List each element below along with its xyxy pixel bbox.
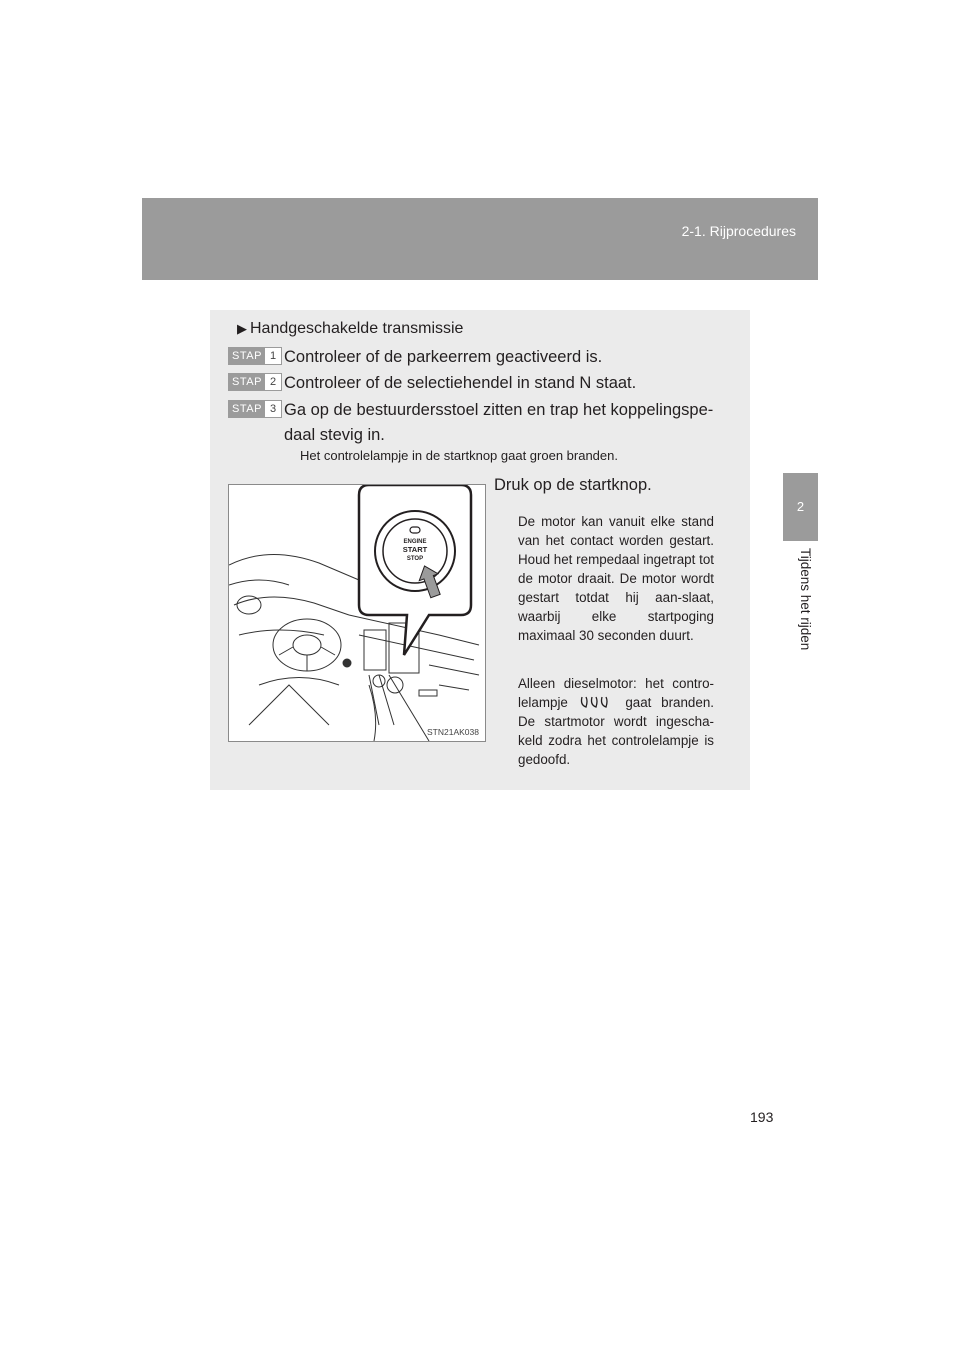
step-text: Ga op de bestuurdersstoel zitten en trap het koppelingspe- bbox=[284, 401, 714, 419]
figure-label: STN21AK038 bbox=[427, 727, 479, 737]
triangle-bullet-icon: ▶ bbox=[237, 321, 247, 336]
step-badge: STAP 2 bbox=[228, 373, 282, 391]
instruction-box bbox=[210, 310, 750, 790]
step-badge: STAP 1 bbox=[228, 347, 282, 365]
step-text-cont: daal stevig in. bbox=[284, 426, 385, 444]
step-4-text: Druk op de startknop. bbox=[494, 476, 652, 494]
step-3-note: Het controlelampje in de startknop gaat groen branden. bbox=[300, 448, 618, 463]
chapter-tab bbox=[783, 473, 818, 541]
dashboard-illustration bbox=[228, 484, 486, 742]
step-text: Controleer of de selectiehendel in stand N staat. bbox=[284, 374, 637, 392]
procedure-heading: ▶ Handgeschakelde transmissie bbox=[237, 320, 464, 337]
start-stop-button-icon bbox=[375, 511, 455, 591]
step-badge: STAP 3 bbox=[228, 400, 282, 418]
start-info-paragraph: De motor kan vanuit elke stand van het contact worden gestart. Houd het rempedaal ingetrapt tot de motor draait. De motor wordt gestart totdat hij aan-slaat, waarbij elke startpoging maximaal 30 seconden duurt. bbox=[518, 514, 714, 643]
button-label-engine: ENGINE bbox=[403, 539, 427, 545]
step-text: Controleer of de parkeerrem geactiveerd is. bbox=[284, 348, 603, 366]
glow-plug-indicator-icon bbox=[578, 695, 616, 709]
section-header bbox=[142, 198, 818, 280]
dashboard-drawing bbox=[229, 485, 485, 741]
chapter-number: 2 bbox=[796, 499, 805, 514]
page-number: 193 bbox=[750, 1109, 774, 1125]
diesel-info-paragraph: Alleen dieselmotor: het contro-lelampje gaat branden. De startmotor wordt ingescha-keld zodra het controlelampje is gedoofd. bbox=[518, 676, 714, 767]
button-label-start: START bbox=[402, 545, 428, 554]
button-label-stop: STOP bbox=[406, 556, 424, 562]
chapter-label: Tijdens het rijden bbox=[798, 548, 813, 651]
section-title: 2-1. Rijprocedures bbox=[681, 223, 796, 239]
